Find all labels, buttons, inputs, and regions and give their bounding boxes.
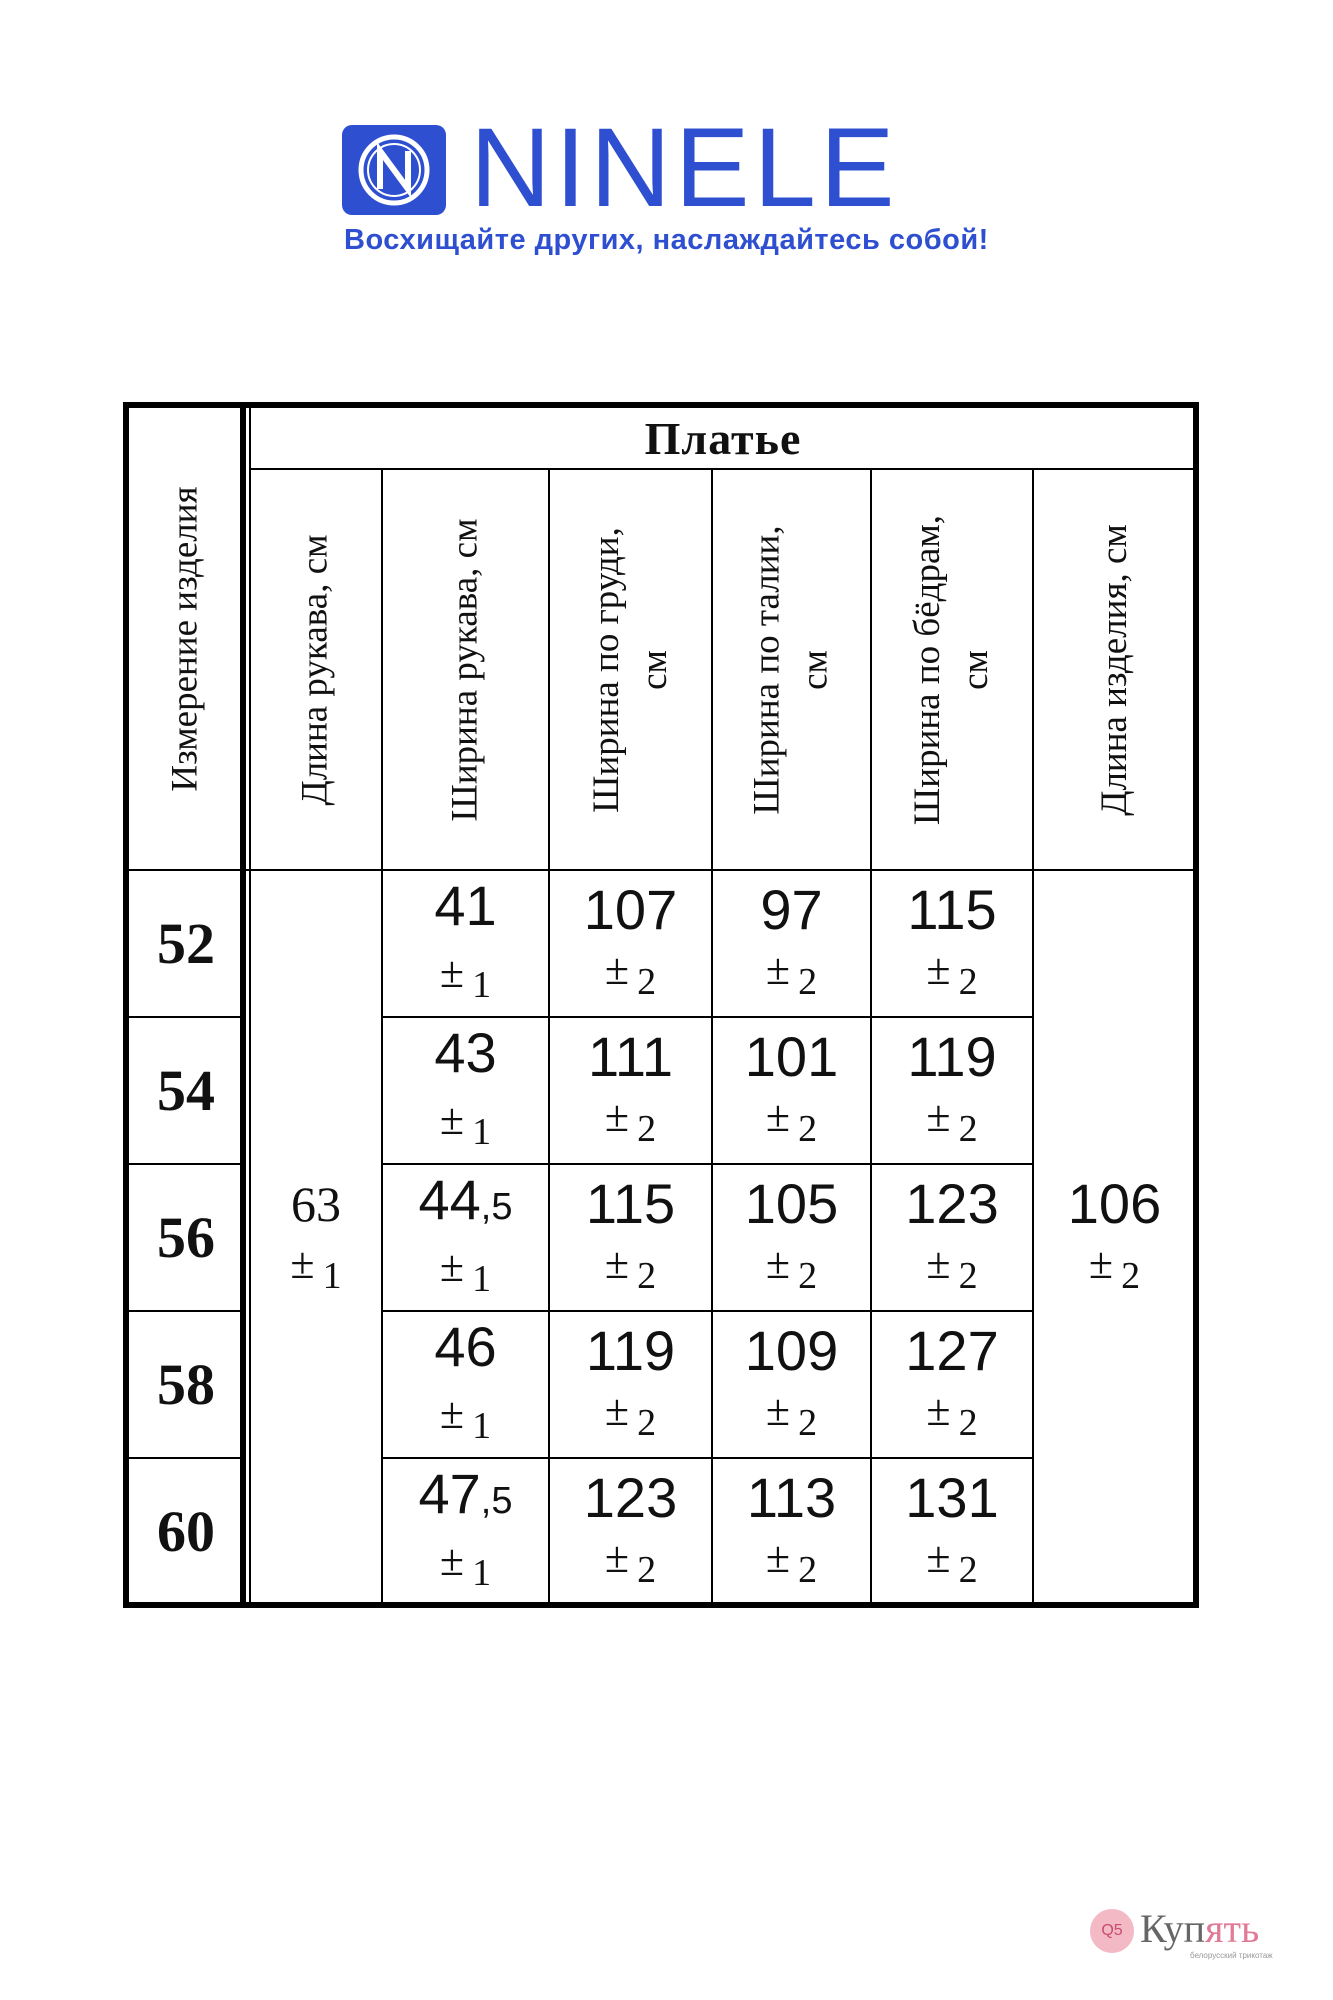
value-number: 101 [744,1024,839,1088]
sleeve-width-cell [382,1017,549,1164]
hips-width-cell [871,1458,1033,1605]
size-label: 54 [157,1058,215,1123]
tolerance: ± 2 [604,1238,657,1297]
size-label: 52 [157,911,215,976]
sleeve-width-cell [382,1311,549,1458]
kupyat-watermark [1090,1895,1290,1965]
value-number: 109 [744,1318,839,1382]
tolerance: ± 1 [439,1095,492,1153]
col-header-hips-width [871,469,1033,870]
tolerance: ± 1 [439,1389,492,1447]
tolerance: ± 2 [765,1385,818,1444]
product-title: Платье [644,413,802,464]
col-header-text: Длина рукава, см [295,533,337,806]
value-number: 119 [907,1024,997,1088]
size-label: 60 [157,1499,215,1564]
tolerance: ± 2 [1088,1238,1141,1297]
value-number: 127 [905,1318,999,1382]
tolerance: ± 2 [765,944,818,1003]
col-header-text: Длина изделия, см [1093,523,1135,816]
brand-tagline: Восхищайте других, наслаждайтесь собой! [344,224,989,256]
value-number: 44,5 [418,1168,513,1231]
row-header-text: Измерение изделия [165,486,206,792]
value-number: 123 [583,1465,678,1529]
waist-width-cell [712,1311,871,1458]
col-header-text: Ширина по бёдрам, см [907,514,996,825]
tolerance: ± 2 [765,1091,818,1150]
value-number: 105 [744,1171,839,1235]
chest-width-cell [549,1311,712,1458]
tolerance: ± 2 [926,1385,978,1444]
col-header-product-length [1033,469,1196,870]
value-number: 41 [434,874,497,937]
tolerance: ± 2 [926,1532,978,1591]
value-number: 106 [1067,1171,1162,1235]
ninele-n-badge-icon [342,125,446,215]
row-header-label [129,408,243,870]
tolerance: ± 2 [604,1385,657,1444]
value-number: 131 [905,1465,999,1529]
kupyat-badge-icon: Q5 [1090,1909,1134,1953]
value-number: 47,5 [418,1462,513,1525]
tolerance: ± 1 [439,1242,492,1300]
tolerance: ± 1 [439,1536,492,1594]
hips-width-cell [871,1164,1033,1311]
chest-width-cell [549,870,712,1017]
brand-header [342,105,1002,262]
waist-width-cell [712,870,871,1017]
hips-width-cell [871,1017,1033,1164]
chest-width-cell [549,1164,712,1311]
chest-width-cell [549,1458,712,1605]
value-number: 119 [585,1318,676,1382]
tolerance: ± 2 [765,1532,818,1591]
col-header-text: Ширина рукава, см [444,518,486,821]
col-header-waist-width [712,469,871,870]
size-label: 56 [157,1205,215,1270]
value-number: 107 [583,877,678,941]
tolerance: ± 2 [926,1238,978,1297]
tolerance: ± 2 [604,1532,657,1591]
value-number: 97 [760,877,823,941]
value-number: 63 [291,1175,341,1232]
sleeve-length-value [250,870,382,1605]
tolerance: ± 2 [604,944,657,1003]
waist-width-cell [712,1164,871,1311]
tolerance: ± 2 [926,944,978,1003]
value-number: 115 [585,1171,676,1235]
waist-width-cell [712,1017,871,1164]
hips-width-cell [871,870,1033,1017]
value-number: 113 [746,1465,837,1529]
col-header-sleeve-length [250,469,382,870]
hips-width-cell [871,1311,1033,1458]
waist-width-cell [712,1458,871,1605]
tolerance: ± 1 [290,1238,342,1297]
value-number: 123 [905,1171,999,1235]
tolerance: ± 2 [604,1091,657,1150]
value-number: 43 [434,1021,497,1084]
col-header-sleeve-width [382,469,549,870]
sleeve-width-cell [382,1458,549,1605]
sleeve-width-cell [382,1164,549,1311]
col-header-text: Ширина по груди, см [585,526,675,813]
size-chart-table [123,402,1199,1608]
value-number: 46 [434,1315,497,1378]
tolerance: ± 2 [765,1238,818,1297]
watermark-text: Купять [1140,1906,1260,1951]
size-label: 58 [157,1352,215,1417]
sleeve-width-cell [382,870,549,1017]
brand-name: NINELE [470,105,899,230]
tolerance: ± 1 [439,948,492,1006]
value-number: 111 [587,1024,674,1088]
watermark-subtitle: белорусский трикотаж [1190,1951,1273,1960]
product-length-value [1033,870,1196,1605]
col-header-text: Ширина по талии, см [746,524,836,815]
col-header-chest-width [549,469,712,870]
value-number: 115 [907,877,997,941]
tolerance: ± 2 [926,1091,978,1150]
chest-width-cell [549,1017,712,1164]
